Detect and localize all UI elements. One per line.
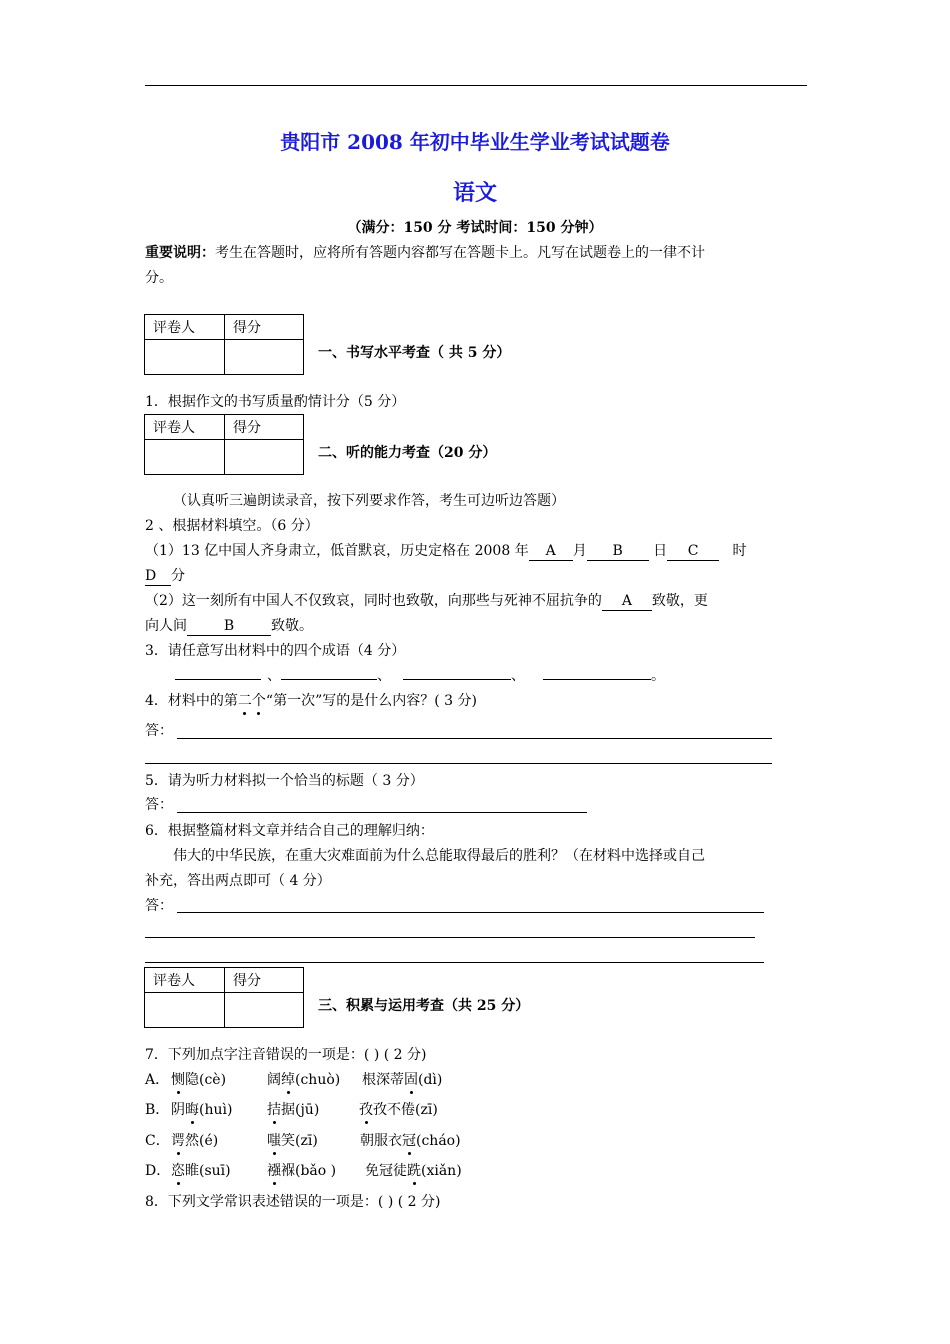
answer-label-6: 答： xyxy=(145,898,173,914)
grader-header: 评卷人 xyxy=(145,315,225,340)
answer-label-5: 答： xyxy=(145,797,173,813)
section-3-title: 三、积累与运用考查（共 25 分） xyxy=(318,998,530,1014)
blank-c: C xyxy=(667,542,719,561)
section-2-title: 二、听的能力考查（20 分） xyxy=(318,445,497,461)
top-rule xyxy=(145,85,807,86)
grader-header: 评卷人 xyxy=(145,968,225,993)
score-header: 得分 xyxy=(225,968,304,993)
question-5: 5．请为听力材料拟一个恰当的标题（ 3 分） xyxy=(145,773,424,789)
answer-line xyxy=(177,738,772,739)
grader-cell xyxy=(145,340,225,375)
exam-info: （满分：150 分 考试时间：150 分钟） xyxy=(347,220,603,236)
idiom-blank-4 xyxy=(543,679,651,680)
answer-label-4: 答： xyxy=(145,723,173,739)
blank-a-2: A xyxy=(602,592,652,611)
question-2-part-1: （1）13 亿中国人齐身肃立，低首默哀，历史定格在 2008 年 A 月 B 日 C 时 xyxy=(145,543,747,559)
question-3-blanks: 、 、 、 。 xyxy=(175,666,665,686)
grader-cell xyxy=(145,440,225,475)
notice xyxy=(145,243,705,263)
question-2-part-2: （2）这一刻所有中国人不仅致哀，同时也致敬，向那些与死神不屈抗争的 A 致敬，更 xyxy=(145,593,708,609)
question-2-part-2-cont: 向人间 B 致敬。 xyxy=(145,618,313,634)
answer-line xyxy=(177,912,764,913)
question-2-part-1-cont: D 分 xyxy=(145,568,185,584)
question-6-body-cont: 补充，答出两点即可（ 4 分） xyxy=(145,873,331,889)
question-3-stem: 3．请任意写出材料中的四个成语（4 分） xyxy=(145,643,406,659)
question-6-body: 伟大的中华民族，在重大灾难面前为什么总能取得最后的胜利？（在材料中选择或自己 xyxy=(173,848,705,864)
grader-header: 评卷人 xyxy=(145,415,225,440)
emphasis-char: 个 xyxy=(251,693,266,709)
idiom-blank-2 xyxy=(281,679,377,680)
answer-line xyxy=(177,812,587,813)
score-header: 得分 xyxy=(225,415,304,440)
section-1-title: 一、书写水平考查（ 共 5 分） xyxy=(318,345,511,361)
page-title: 贵阳市 2008 年初中毕业生学业考试试题卷 xyxy=(280,130,670,154)
score-cell xyxy=(225,440,304,475)
option-a: A． 恻隐(cè) 阔绰(chuò) 根深蒂固(dì) xyxy=(145,1072,443,1088)
score-cell xyxy=(225,993,304,1028)
listening-note: （认真听三遍朗读录音，按下列要求作答，考生可边听边答题） xyxy=(173,493,565,509)
idiom-blank-3 xyxy=(403,679,511,680)
answer-line xyxy=(145,962,764,963)
grader-table xyxy=(144,314,304,375)
question-1: 1．根据作文的书写质量酌情计分（5 分） xyxy=(145,394,406,410)
blank-b: B xyxy=(587,542,649,561)
blank-b-2: B xyxy=(187,617,271,636)
notice-text: 考生在答题时，应将所有答题内容都写在答题卡上。凡写在试题卷上的一律不计 xyxy=(215,245,705,261)
blank-a: A xyxy=(529,542,573,561)
answer-line xyxy=(145,937,755,938)
score-cell xyxy=(225,340,304,375)
blank-d: D xyxy=(145,567,171,586)
question-2-stem: 2 、根据材料填空。（6 分） xyxy=(145,518,319,534)
grader-table xyxy=(144,967,304,1028)
question-7-stem: 7．下列加点字注音错误的一项是：( ) ( 2 分) xyxy=(145,1047,427,1063)
question-8-stem: 8．下列文学常识表述错误的一项是：( ) ( 2 分) xyxy=(145,1194,441,1210)
option-d: D．恣睢(suī) 襁褓(bǎo ) 免冠徒跣(xiǎn) xyxy=(145,1163,462,1179)
subject-title: 语文 xyxy=(452,180,497,206)
idiom-blank-1 xyxy=(175,679,261,680)
emphasis-char: 二 xyxy=(237,693,252,709)
question-6-stem: 6．根据整篇材料文章并结合自己的理解归纳： xyxy=(145,823,434,839)
option-b: B． 阴晦(huì) 拮据(jū) 孜孜不倦(zī) xyxy=(145,1102,438,1118)
option-c: C．谔然(é) 嗤笑(zī) 朝服衣冠(cháo) xyxy=(145,1133,461,1149)
grader-cell xyxy=(145,993,225,1028)
notice-continued: 分。 xyxy=(145,270,173,286)
notice-label: 重要说明： xyxy=(145,245,215,261)
score-header: 得分 xyxy=(225,315,304,340)
grader-table xyxy=(144,414,304,475)
question-4: 4．材料中的第二个“第一次”写的是什么内容？( 3 分) xyxy=(145,693,477,709)
answer-line xyxy=(145,763,772,764)
